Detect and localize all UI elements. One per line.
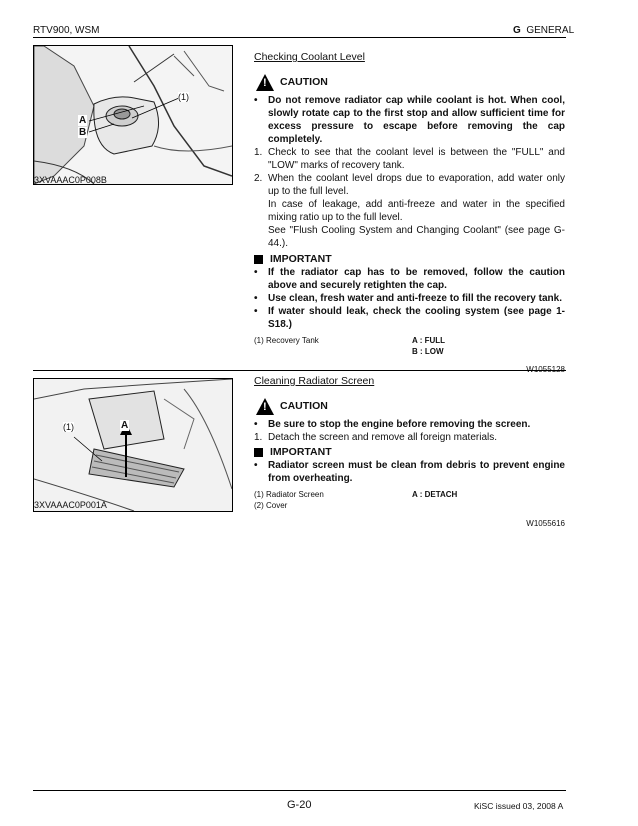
callout-full-label: A bbox=[79, 115, 87, 126]
section1-important-text-1: If the radiator cap has to be removed, follow the caution above and securely retighten the cap. bbox=[268, 267, 565, 291]
section1-caution-text: Do not remove radiator cap while coolant is hot. When cool, slowly rotate cap to the first stop and allow sufficient time for excess pressure to escape before removing the cap completely. bbox=[268, 95, 565, 145]
section1-important-heading bbox=[254, 253, 565, 266]
page-number: G-20 bbox=[287, 799, 312, 811]
step1-text: Detach the screen and remove all foreign materials. bbox=[268, 432, 498, 443]
section-cleaning-radiator-screen bbox=[254, 375, 565, 530]
header-section-title: GENERAL bbox=[526, 25, 575, 36]
legend-item bbox=[412, 500, 565, 511]
figure1-id: 3XVAAAC0P008B bbox=[34, 175, 107, 185]
header-section bbox=[513, 25, 574, 36]
section1-step-2 bbox=[254, 172, 565, 250]
warning-triangle-icon: ! bbox=[256, 74, 274, 91]
section1-important-label: IMPORTANT bbox=[270, 253, 332, 265]
figure2-id: 3XVAAAC0P001A bbox=[34, 500, 107, 510]
legend-item: (1) Recovery Tank bbox=[254, 336, 319, 345]
step1-text: Check to see that the coolant level is between the "FULL" and "LOW" marks of recovery tank. bbox=[268, 147, 565, 171]
section2-important-item: • Radiator screen must be clean from debris to prevent engine from overheating. bbox=[254, 460, 565, 484]
callout-detach-label: A bbox=[121, 420, 129, 431]
important-square-icon bbox=[254, 255, 263, 264]
header-rule bbox=[33, 37, 566, 38]
section1-important-text-3: If water should leak, check the cooling system (see page 1-S18.) bbox=[268, 306, 565, 330]
issue-info: KiSC issued 03, 2008 A bbox=[474, 801, 564, 811]
step1-number: 1. bbox=[254, 147, 263, 158]
legend-item: (2) Cover bbox=[254, 501, 288, 510]
section1-legend bbox=[254, 335, 565, 357]
section2-caution-text: Be sure to stop the engine before removing the screen. bbox=[268, 419, 531, 430]
section2-step-1 bbox=[254, 431, 565, 444]
step2-text: When the coolant level drops due to evaporation, add water only up to the full level. bbox=[268, 173, 565, 197]
legend-item: (1) Radiator Screen bbox=[254, 490, 324, 499]
section-checking-coolant-level bbox=[254, 51, 565, 376]
important-square-icon bbox=[254, 448, 263, 457]
section2-legend bbox=[254, 489, 565, 511]
coolant-tank-photo bbox=[33, 45, 233, 185]
radiator-screen-illustration bbox=[34, 379, 232, 511]
callout-low-label: B bbox=[79, 127, 87, 138]
section2-title: Cleaning Radiator Screen bbox=[254, 375, 375, 387]
section2-important-text-1: Radiator screen must be clean from debris to prevent engine from overheating. bbox=[268, 460, 565, 484]
legend-item: A : DETACH bbox=[412, 490, 458, 499]
section2-code: W1055616 bbox=[526, 519, 565, 528]
warning-triangle-icon: ! bbox=[256, 398, 274, 415]
step2-see-reference: See "Flush Cooling System and Changing Coolant" (see page G-44.). bbox=[268, 225, 565, 249]
section2-caution-heading bbox=[254, 398, 565, 415]
section1-important-item: • If the radiator cap has to be removed, follow the caution above and securely retighten the cap. bbox=[254, 267, 565, 291]
section2-important-label: IMPORTANT bbox=[270, 446, 332, 458]
section1-title: Checking Coolant Level bbox=[254, 51, 365, 63]
section1-important-text-2: Use clean, fresh water and anti-freeze to fill the recovery tank. bbox=[268, 293, 562, 304]
footer-rule bbox=[33, 790, 566, 791]
section1-step-1 bbox=[254, 146, 565, 172]
step1-number: 1. bbox=[254, 432, 263, 443]
radiator-screen-photo bbox=[33, 378, 233, 512]
step2-number: 2. bbox=[254, 173, 263, 184]
section2-caution-bullet: • Be sure to stop the engine before removing the screen. bbox=[254, 419, 531, 430]
section2-important-heading bbox=[254, 446, 565, 459]
legend-item: B : LOW bbox=[412, 347, 444, 356]
section2-caution-label: CAUTION bbox=[280, 400, 328, 412]
coolant-tank-illustration bbox=[34, 46, 232, 184]
section1-important-item: • If water should leak, check the cooling system (see page 1-S18.) bbox=[254, 306, 565, 330]
section1-caution-heading bbox=[254, 74, 565, 91]
section1-caution-label: CAUTION bbox=[280, 76, 328, 88]
header-manual-name: RTV900, WSM bbox=[33, 25, 100, 36]
callout-radiator-screen-label: (1) bbox=[63, 422, 74, 432]
callout-recovery-tank-label: (1) bbox=[178, 92, 189, 102]
section1-important-item: • Use clean, fresh water and anti-freeze to fill the recovery tank. bbox=[254, 293, 562, 304]
header-section-letter: G bbox=[513, 25, 521, 36]
legend-item: A : FULL bbox=[412, 336, 446, 345]
section1-caution-bullet: • Do not remove radiator cap while coolant is hot. When cool, slowly rotate cap to the first stop and allow sufficient time for excess pressure to escape before removing the cap completely. bbox=[254, 95, 565, 145]
legend-item bbox=[254, 346, 412, 357]
step2-extra: In case of leakage, add anti-freeze and water in the specified mixing ratio up to the full level. bbox=[268, 199, 565, 223]
section-divider bbox=[33, 370, 566, 371]
